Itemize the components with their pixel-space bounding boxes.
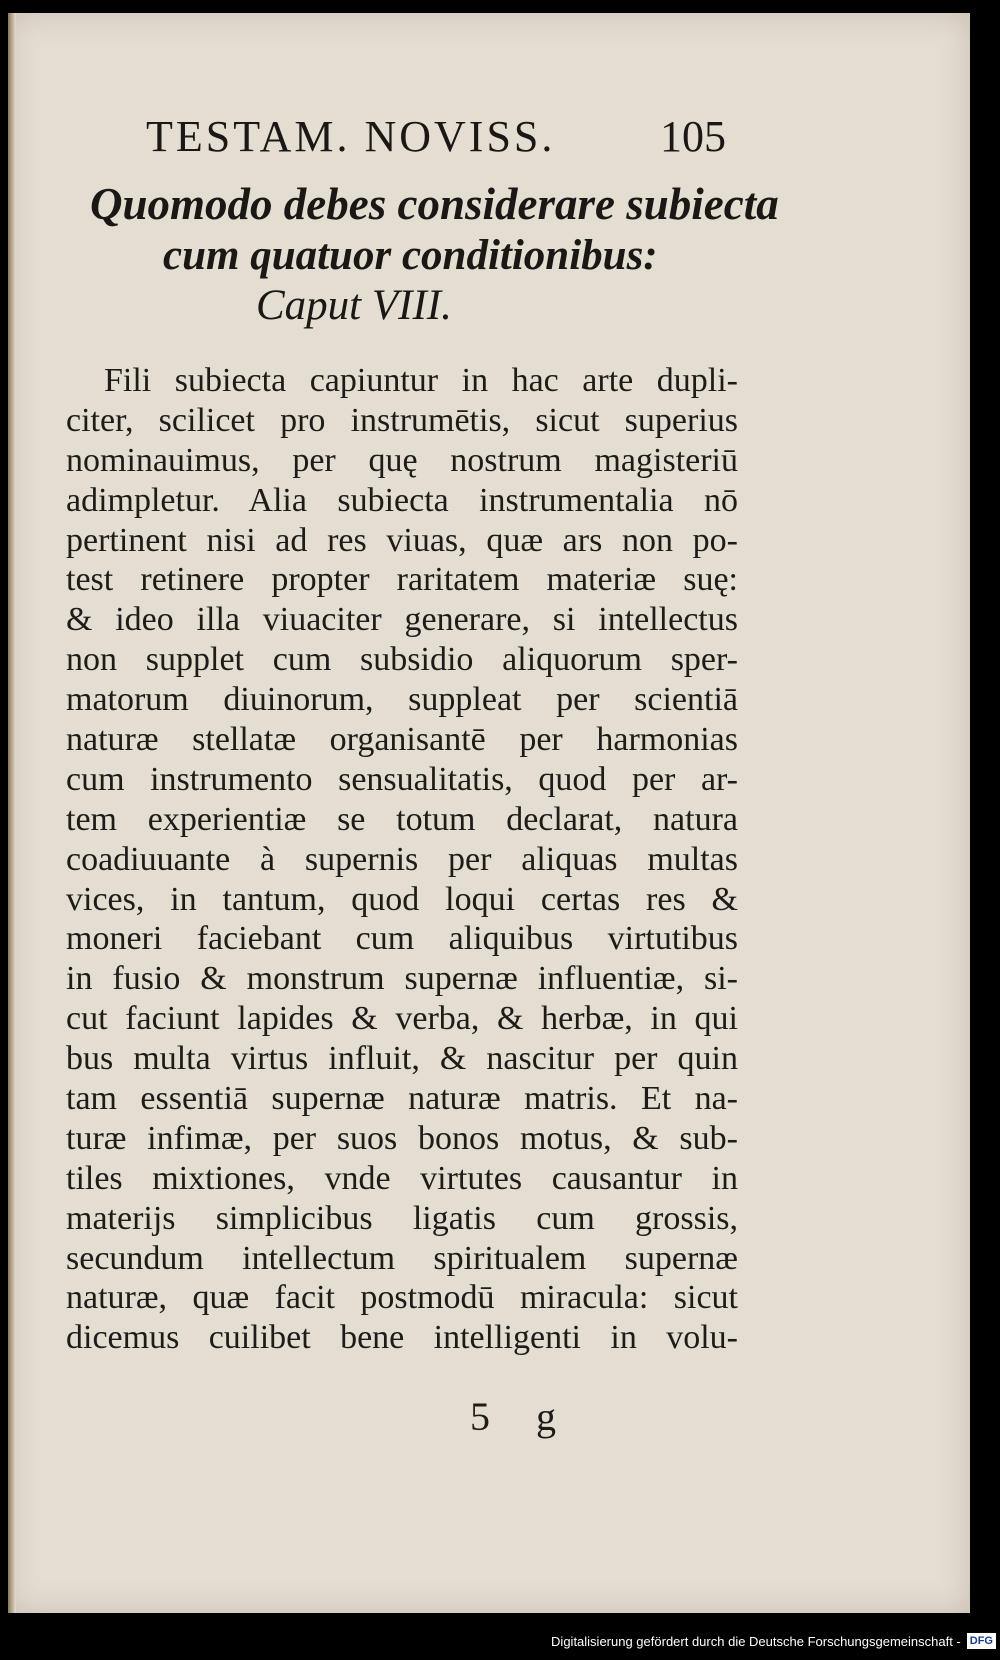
text-line: cum instrumento sensualitatis, quod per ar- [66, 760, 738, 798]
text-line: coadiuuante à supernis per aliquas multas [66, 840, 738, 878]
text-line: test retinere propter raritatem materiæ suę: [66, 561, 738, 599]
text-line: cut faciunt lapides & verba, & herbæ, in qui [66, 1000, 738, 1038]
chapter-heading-line-1: Quomodo debes considerare subiecta [90, 179, 779, 229]
text-line: naturæ stellatæ organisantē per harmonias [66, 721, 738, 759]
dfg-logo: DFG [967, 1633, 996, 1649]
signature-mark: 5 g [470, 1394, 574, 1439]
page-edge [8, 13, 16, 1613]
text-line: secundum intellectum spiritualem supernæ [66, 1239, 738, 1277]
text-line: matorum diuinorum, suppleat per scientiā [66, 681, 738, 719]
book-page [8, 13, 970, 1613]
text-line: naturæ, quæ facit postmodū miracula: sicut [66, 1279, 738, 1317]
text-line: nominauimus, per quę nostrum magisteriū [66, 441, 738, 479]
text-line: & ideo illa viuaciter generare, si intellectus [66, 601, 738, 639]
running-title: TESTAM. NOVISS. [146, 112, 556, 161]
text-line: bus multa virtus influit, & nascitur per quin [66, 1040, 738, 1078]
credit-text: Digitalisierung gefördert durch die Deutsche Forschungsgemeinschaft - [551, 1633, 961, 1649]
text-line: tiles mixtiones, vnde virtutes causantur in [66, 1159, 738, 1197]
text-line: Fili subiecta capiuntur in hac arte dupli- [104, 362, 738, 399]
chapter-heading-line-3: Caput VIII. [256, 282, 452, 329]
text-line: vices, in tantum, quod loqui certas res & [66, 880, 738, 918]
text-line: non supplet cum subsidio aliquorum sper- [66, 641, 738, 679]
text-line: dicemus cuilibet bene intelligenti in volu- [66, 1319, 738, 1357]
text-line: tem experientiæ se totum declarat, natura [66, 800, 738, 838]
text-line: in fusio & monstrum supernæ influentiæ, si- [66, 960, 738, 998]
text-line: tam essentiā supernæ naturæ matris. Et na- [66, 1080, 738, 1118]
text-line: materijs simplicibus ligatis cum grossis, [66, 1199, 738, 1237]
body-text [66, 361, 738, 1358]
text-line: pertinent nisi ad res viuas, quæ ars non po- [66, 521, 738, 559]
digitization-credit [551, 1626, 996, 1656]
text-line: adimpletur. Alia subiecta instrumentalia nō [66, 481, 738, 519]
text-line: citer, scilicet pro instrumētis, sicut superius [66, 401, 738, 439]
page-number: 105 [660, 112, 726, 161]
chapter-heading-line-2: cum quatuor conditionibus: [163, 232, 658, 279]
text-line: turæ infimæ, per suos bonos motus, & sub- [66, 1119, 738, 1157]
text-line: moneri faciebant cum aliquibus virtutibus [66, 920, 738, 958]
